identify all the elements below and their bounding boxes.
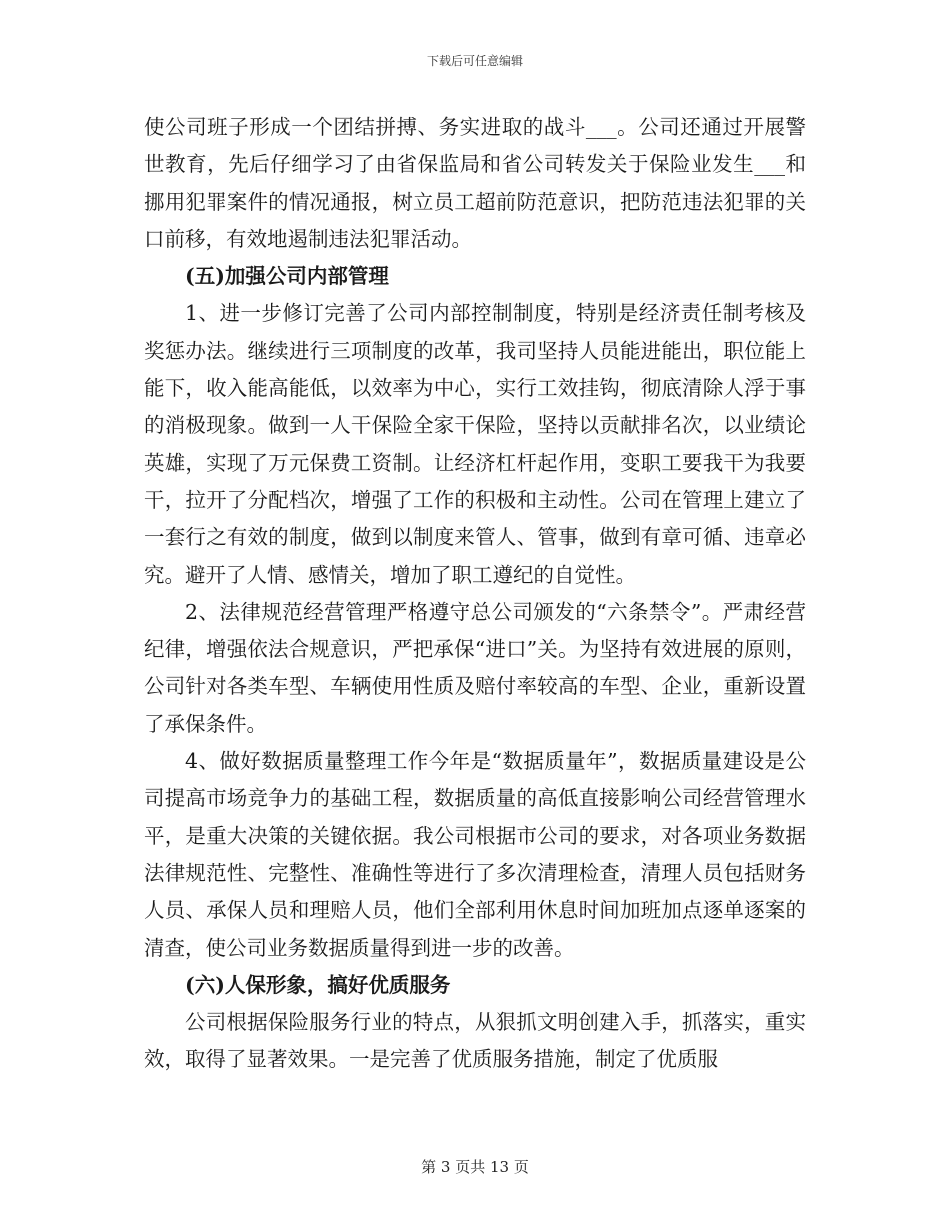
paragraph-continued: 使公司班子形成一个团结拼搏、务实进取的战斗___。公司还通过开展警世教育，先后仔细学习了由省保监局和省公司转发关于保险业发生___和挪用犯罪案件的情况通报，树立员工超前防范意识，把防范违法犯罪的关口前移，有效地遏制违法犯罪活动。 xyxy=(144,115,806,251)
paragraph-data-quality: 4、做好数据质量整理工作今年是“数据质量年”，数据质量建设是公司提高市场竞争力的基础工程，数据质量的高低直接影响公司经营管理水平，是重大决策的关键依据。我公司根据市公司的要求，对各项业务数据法律规范性、完整性、准确性等进行了多次清理检查，清理人员包括财务人员、承保人员和理赔人员，他们全部利用休息时间加班加点逐单逐案的清查，使公司业务数据质量得到进一步的改善。 xyxy=(144,749,806,960)
section-heading-quality-service: (六)人保形象，搞好优质服务 xyxy=(185,972,451,997)
page-number: 第 3 页共 13 页 xyxy=(421,1158,529,1176)
document-body xyxy=(144,109,806,1079)
paragraph-service: 公司根据保险服务行业的特点，从狠抓文明创建入手，抓落实，重实效，取得了显著效果。一是完善了优质服务措施，制定了优质服 xyxy=(144,1010,806,1072)
paragraph-legal-compliance: 2、法律规范经营管理严格遵守总公司颁发的“六条禁令”。严肃经营纪律，增强依法合规意识，严把承保“进口”关。为坚持有效进展的原则，公司针对各类车型、车辆使用性质及赔付率较高的车型、企业，重新设置了承保条件。 xyxy=(144,599,806,736)
page-header: 下载后可任意编辑 xyxy=(426,54,523,68)
section-heading-internal-management: (五)加强公司内部管理 xyxy=(185,264,389,289)
paragraph-internal-control: 1、进一步修订完善了公司内部控制制度，特别是经济责任制考核及奖惩办法。继续进行三项制度的改革，我司坚持人员能进能出，职位能上能下，收入能高能低，以效率为中心，实行工效挂钩，彻底清除人浮于事的消极现象。做到一人干保险全家干保险，坚持以贡献排名次，以业绩论英雄，实现了万元保费工资制。让经济杠杆起作用，变职工要我干为我要干，拉开了分配档次，增强了工作的积极和主动性。公司在管理上建立了一套行之有效的制度，做到以制度来管人、管事，做到有章可循、违章必究。避开了人情、感情关，增加了职工遵纪的自觉性。 xyxy=(144,301,806,587)
